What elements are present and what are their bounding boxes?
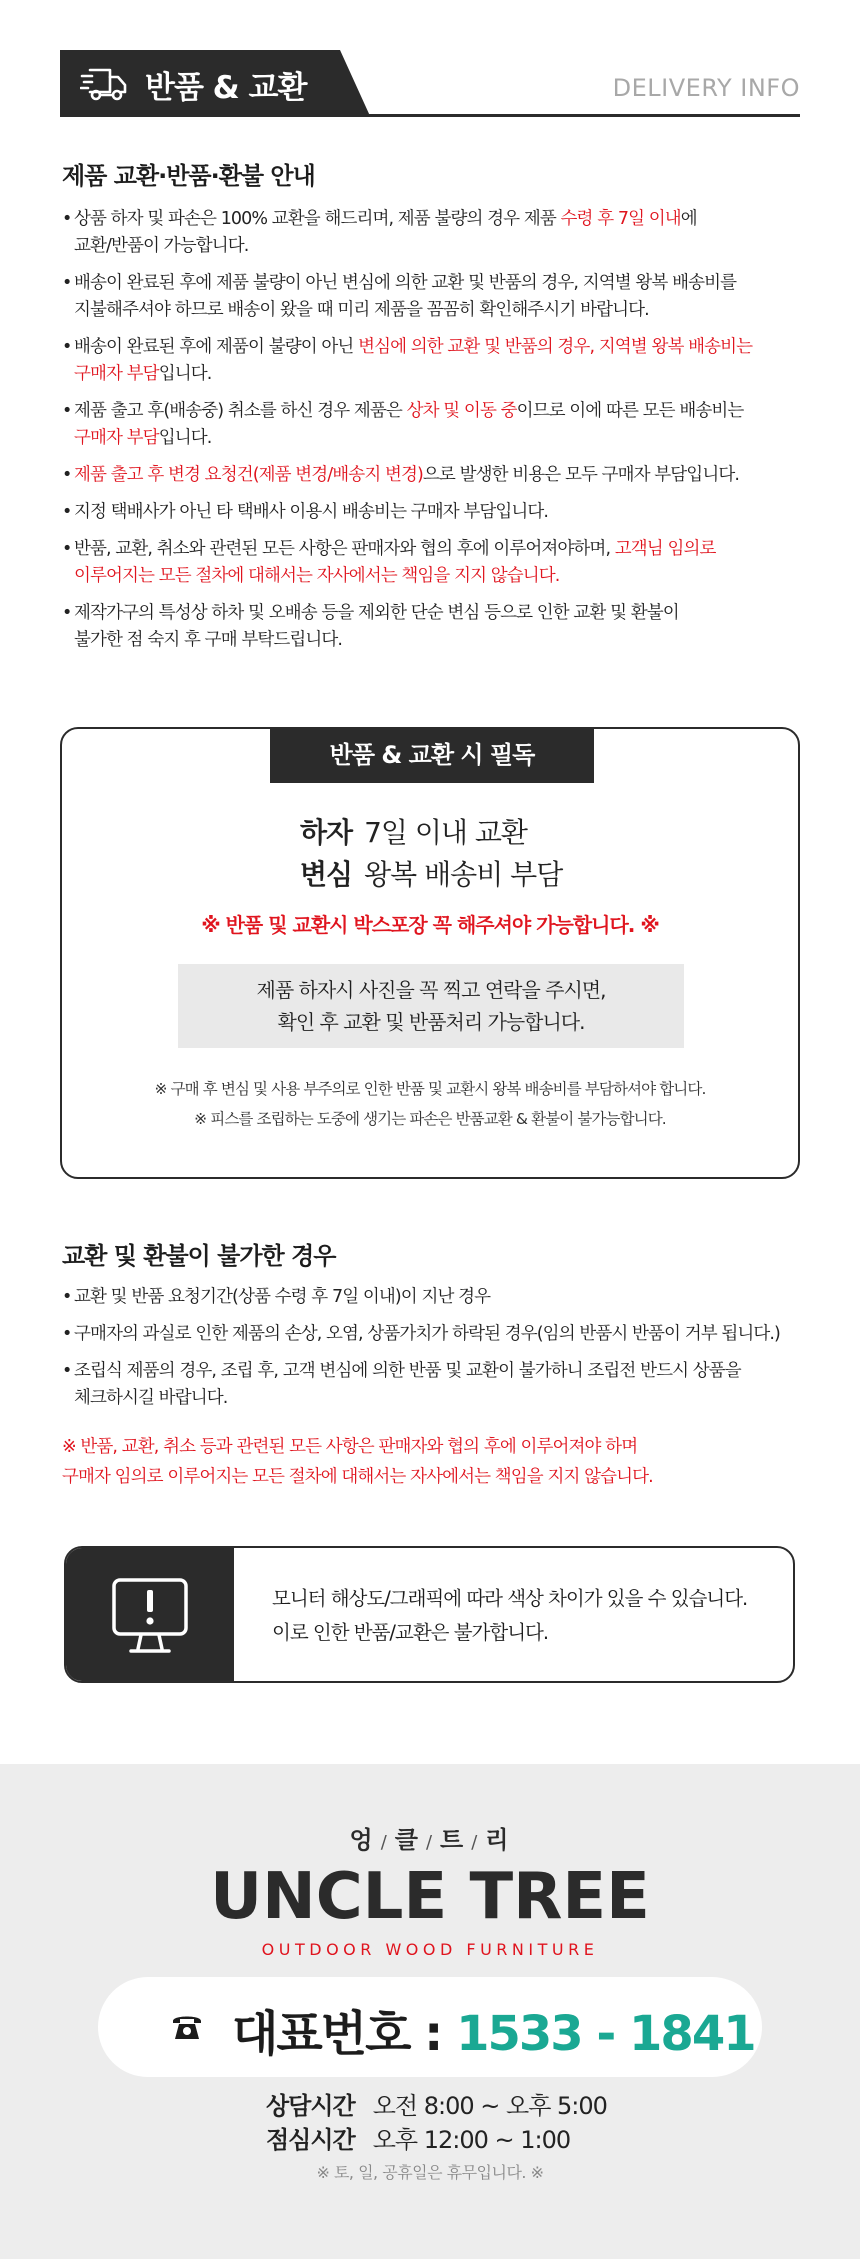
monitor-notice-text: 모니터 해상도/그래픽에 따라 색상 차이가 있을 수 있습니다. 이로 인한 반품/교환은 불가합니다. bbox=[272, 1587, 748, 1644]
page-header bbox=[60, 50, 800, 118]
phone-number[interactable]: 1533 - 1841 bbox=[456, 2006, 755, 2062]
impossible-item: • 조립식 제품의 경우, 조립 후, 고객 변심에 의한 반품 및 교환이 불가하니 조립전 반드시 상품을 체크하시길 바랍니다. bbox=[62, 1358, 812, 1412]
impossible-list bbox=[62, 1284, 812, 1422]
korean-brand-name: 엉 / 클 / 트 / 리 bbox=[349, 1826, 511, 1854]
monitor-icon-panel bbox=[66, 1548, 234, 1681]
consult-hours: 상담시간 오전 8:00 ~ 오후 5:00 bbox=[266, 2092, 607, 2120]
delivery-truck-icon bbox=[80, 64, 128, 104]
guide-item: • 반품, 교환, 취소와 관련된 모든 사항은 판매자와 협의 후에 이루어져야하며, 고객님 임의로 이루어지는 모든 절차에 대해서는 자사에서는 책임을 지지 않습니다. bbox=[62, 536, 812, 590]
guide-title: 제품 교환·반품·환불 안내 bbox=[62, 162, 315, 190]
guide-item: • 배송이 완료된 후에 제품이 불량이 아닌 변심에 의한 교환 및 반품의 경우, 지역별 왕복 배송비는 구매자 부담입니다. bbox=[62, 334, 812, 388]
must-read-badge: 반품 & 교환 시 필독 bbox=[270, 727, 594, 783]
brand-logo-text: UNCLE TREE bbox=[210, 1860, 650, 1934]
note-assembly: ※ 피스를 조립하는 도중에 생기는 파손은 반품교환 & 환불이 불가능합니다. bbox=[194, 1110, 666, 1128]
page-title: 반품 & 교환 bbox=[145, 70, 307, 106]
photo-notice: 제품 하자시 사진을 꼭 찍고 연락을 주시면, 확인 후 교환 및 반품처리 가능합니다. bbox=[178, 964, 684, 1048]
guide-list bbox=[62, 206, 812, 664]
header-divider bbox=[60, 114, 800, 117]
lunch-hours: 점심시간 오후 12:00 ~ 1:00 bbox=[266, 2126, 571, 2154]
brand-tagline: OUTDOOR WOOD FURNITURE bbox=[261, 1940, 599, 1959]
phone-pill[interactable] bbox=[98, 1977, 762, 2077]
responsibility-notice: ※ 반품, 교환, 취소 등과 관련된 모든 사항은 판매자와 협의 후에 이루어져야 하며 구매자 임의로 이루어지는 모든 절차에 대해서는 자사에서는 책임을 지지 않습니다. bbox=[62, 1437, 653, 1487]
guide-item: • 배송이 완료된 후에 제품 불량이 아닌 변심에 의한 교환 및 반품의 경우, 지역별 왕복 배송비를 지불해주셔야 하므로 배송이 왔을 때 미리 제품을 꼼꼼히 확인해주시기 바랍니다. bbox=[62, 270, 812, 324]
defect-row: 하자 7일 이내 교환 bbox=[300, 816, 527, 849]
guide-item: • 제작가구의 특성상 하차 및 오배송 등을 제외한 단순 변심 등으로 인한 교환 및 환불이 불가한 점 숙지 후 구매 부탁드립니다. bbox=[62, 600, 812, 654]
guide-item: • 지정 택배사가 아닌 타 택배사 이용시 배송비는 구매자 부담입니다. bbox=[62, 499, 812, 526]
packaging-warning: ※ 반품 및 교환시 박스포장 꼭 해주셔야 가능합니다. ※ bbox=[201, 913, 659, 937]
monitor-warning-icon bbox=[111, 1577, 189, 1657]
note-shipping: ※ 구매 후 변심 및 사용 부주의로 인한 반품 및 교환시 왕복 배송비를 부담하셔야 합니다. bbox=[154, 1080, 706, 1098]
impossible-item: • 구매자의 과실로 인한 제품의 손상, 오염, 상품가치가 하락된 경우(임의 반품시 반품이 거부 됩니다.) bbox=[62, 1321, 812, 1348]
must-read-box bbox=[60, 727, 800, 1179]
phone-icon bbox=[170, 2009, 204, 2043]
impossible-item: • 교환 및 반품 요청기간(상품 수령 후 7일 이내)이 지난 경우 bbox=[62, 1284, 812, 1311]
footer bbox=[0, 1764, 860, 2259]
guide-item: • 상품 하자 및 파손은 100% 교환을 해드리며, 제품 불량의 경우 제품 수령 후 7일 이내에 교환/반품이 가능합니다. bbox=[62, 206, 812, 260]
guide-item: • 제품 출고 후 변경 요청건(제품 변경/배송지 변경)으로 발생한 비용은 모두 구매자 부담입니다. bbox=[62, 462, 812, 489]
guide-item: • 제품 출고 후(배송중) 취소를 하신 경우 제품은 상차 및 이동 중이므로 이에 따른 모든 배송비는 구매자 부담입니다. bbox=[62, 398, 812, 452]
phone-label: 대표번호 : 1533 - 1841 bbox=[232, 2006, 755, 2062]
change-of-mind-row: 변심 왕복 배송비 부담 bbox=[300, 858, 563, 891]
holiday-note: ※ 토, 일, 공휴일은 휴무입니다. ※ bbox=[316, 2163, 544, 2182]
page-subtitle-en: DELIVERY INFO bbox=[612, 74, 800, 102]
impossible-title: 교환 및 환불이 불가한 경우 bbox=[62, 1242, 336, 1270]
monitor-notice-box bbox=[64, 1546, 795, 1683]
